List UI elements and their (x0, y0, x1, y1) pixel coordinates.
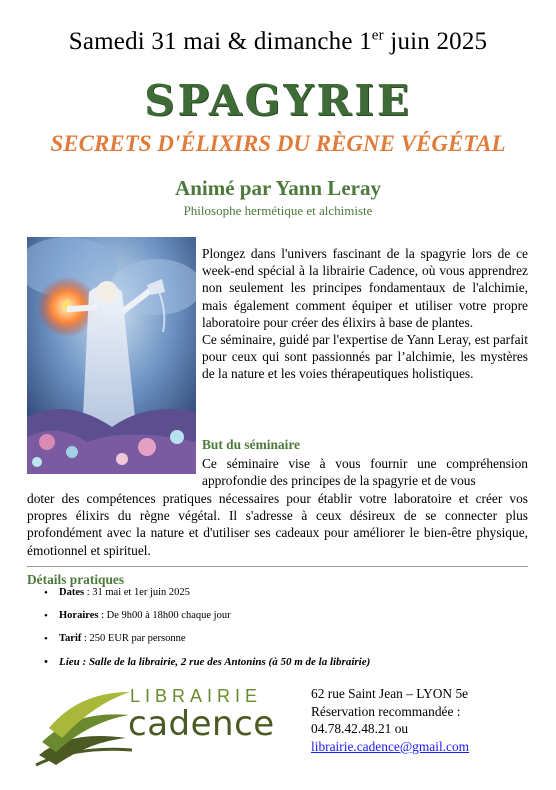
details-value: : Salle de la librairie, 2 rue des Antonins (à 50 m de la librairie) (79, 656, 371, 668)
details-value: : De 9h00 à 18h00 chaque jour (98, 610, 231, 621)
page-subtitle: SECRETS D'ÉLIXIRS DU RÈGNE VÉGÉTAL (50, 131, 506, 156)
logo-text-librairie: LIBRAIRIE (130, 686, 263, 706)
intro-paragraph (202, 245, 528, 383)
goal-text-part1: Ce séminaire vise à vous fournir une compréhension approfondie des principes de la spagyrie et de vous (202, 456, 528, 489)
divider (27, 566, 528, 567)
book-leaf-icon (34, 680, 134, 770)
reservation-label: Réservation recommandée : (311, 703, 461, 719)
intro-text: Plongez dans l'univers fascinant de la spagyrie lors de ce week-end spécial à la librairie Cadence, où vous apprendrez non seulement les principes fondamentaux de l'alchimie, mais également comment équiper et utiliser votre propre laboratoire pour créer des élixirs à base de plantes. (202, 246, 528, 330)
date-prefix: Samedi 31 mai & dimanche 1 (68, 28, 372, 55)
phone: 04.78.42.48.21 ou (311, 721, 409, 736)
details-list (44, 586, 534, 678)
details-item-dates (44, 586, 534, 609)
intro-text-2: Ce séminaire, guidé par l'expertise de Yann Leray, est parfait pour ceux qui sont passionnés par l’alchimie, les mystères de la nature et les voies thérapeutiques holistiques. (202, 332, 528, 382)
date-sup: er (371, 27, 384, 44)
host-name: Animé par Yann Leray (175, 176, 381, 200)
details-heading: Détails pratiques (27, 572, 125, 587)
details-label: Lieu (59, 656, 80, 668)
details-item-hours (44, 609, 534, 632)
event-date (0, 28, 556, 56)
host-role: Philosophe hermétique et alchimiste (183, 203, 373, 218)
details-label: Horaires (59, 610, 99, 621)
contact-block (311, 685, 469, 755)
logo-text-cadence: cadence (128, 704, 275, 744)
details-label: Tarif (59, 633, 82, 644)
address: 62 rue Saint Jean – LYON 5e (311, 686, 469, 701)
date-suffix: juin 2025 (383, 28, 488, 55)
details-item-price (44, 632, 534, 655)
goal-heading: But du séminaire (202, 437, 300, 452)
page-title: SPAGYRIE (144, 76, 412, 125)
details-item-location (44, 655, 534, 678)
details-value: : 250 EUR par personne (81, 633, 186, 644)
email-link[interactable]: librairie.cadence@gmail.com (311, 738, 470, 754)
goal-text-part2: doter des compétences pratiques nécessaires pour établir votre laboratoire et créer vos propres élixirs du règne végétal. Il s'adresse à ceux désireux de se connecter plus profondément avec la nature et d'utiliser ses cadeaux pour améliorer le bien-être physique, émotionnel et spirituel. (27, 491, 528, 558)
details-value: : 31 mai et 1er juin 2025 (84, 587, 190, 598)
alchemist-illustration (27, 237, 196, 474)
details-label: Dates (59, 587, 85, 598)
